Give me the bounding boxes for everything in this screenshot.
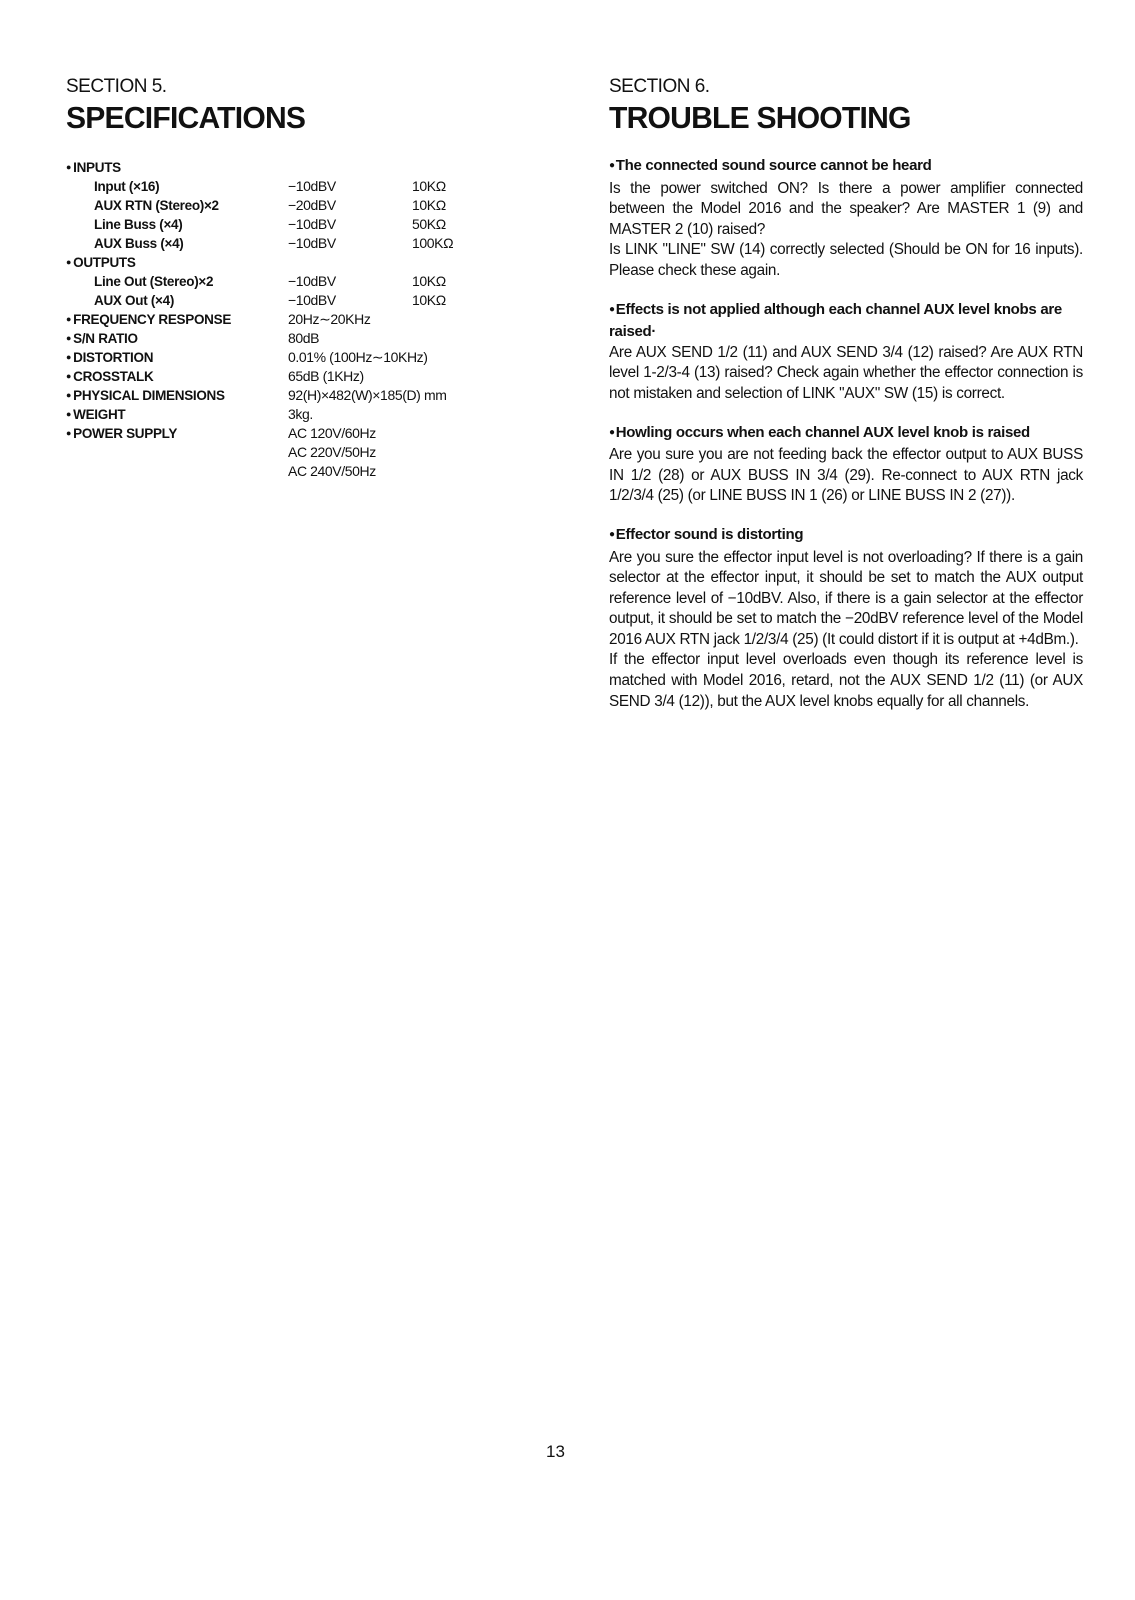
spec-label: Line Out (Stereo)×2	[94, 274, 214, 289]
spec-value: −20dBV	[288, 197, 336, 213]
trouble-heading: ● Howling occurs when each channel AUX level knob is raised	[609, 423, 1083, 446]
trouble-paragraph: Are you sure the effector input level is not overloading? If there is a gain selector at the effector input, it should be set to match the AUX output reference level of −10dBV. Also, if there is a gain selector at the effector output, it should be set to match the −20dBV reference level of the Model 2016 AUX RTN jack 1/2/3/4 (25) (It could distort if it is output at +4dBm.).	[609, 548, 1083, 648]
spec-impedance: 50KΩ	[412, 216, 446, 232]
spec-label: AUX Out (×4)	[94, 293, 175, 308]
spec-row	[66, 348, 546, 367]
spec-value: −10dBV	[288, 216, 336, 232]
spec-label: ● FREQUENCY RESPONSE	[66, 310, 231, 331]
specifications-title: SPECIFICATIONS	[66, 100, 306, 135]
spec-table	[66, 158, 546, 481]
spec-value: AC 220V/50Hz	[288, 444, 376, 460]
spec-value: −10dBV	[288, 178, 336, 194]
spec-row	[66, 386, 546, 405]
trouble-item	[609, 300, 1083, 405]
trouble-heading: ● Effector sound is distorting	[609, 525, 1083, 548]
spec-impedance: 10KΩ	[412, 178, 446, 194]
trouble-item	[609, 156, 1083, 282]
spec-label: Line Buss (×4)	[94, 217, 183, 232]
spec-row	[66, 196, 546, 215]
spec-impedance: 10KΩ	[412, 273, 446, 289]
spec-label: ● OUTPUTS	[66, 253, 136, 274]
spec-label: Input (×16)	[94, 179, 160, 194]
spec-label: ● WEIGHT	[66, 405, 125, 426]
spec-row	[66, 272, 546, 291]
trouble-heading: ● The connected sound source cannot be heard	[609, 156, 1083, 179]
spec-label: ● PHYSICAL DIMENSIONS	[66, 386, 225, 407]
spec-row	[66, 462, 546, 481]
spec-row	[66, 424, 546, 443]
spec-label: ● S/N RATIO	[66, 329, 138, 350]
spec-value: 20Hz∼20KHz	[288, 311, 371, 327]
spec-row	[66, 405, 546, 424]
spec-label: AUX RTN (Stereo)×2	[94, 198, 219, 213]
spec-value: 0.01% (100Hz∼10KHz)	[288, 349, 428, 365]
spec-impedance: 10KΩ	[412, 197, 446, 213]
trouble-paragraph: Are you sure you are not feeding back the effector output to AUX BUSS IN 1/2 (28) or AUX BUSS IN 3/4 (29). Re-connect to AUX RTN jack 1/2/3/4 (25) (or LINE BUSS IN 1 (26) or LINE BUSS IN 2 (27)).	[609, 446, 1083, 505]
spec-row	[66, 253, 546, 272]
trouble-shooting-section	[609, 76, 1083, 712]
spec-label: ● DISTORTION	[66, 348, 153, 369]
trouble-item	[609, 525, 1083, 712]
spec-row	[66, 234, 546, 253]
section-6-label: SECTION 6.	[609, 76, 710, 97]
spec-value: 3kg.	[288, 406, 313, 422]
spec-row	[66, 215, 546, 234]
spec-value: 80dB	[288, 330, 320, 346]
trouble-list	[609, 156, 1083, 712]
spec-value: −10dBV	[288, 273, 336, 289]
spec-label: ● INPUTS	[66, 158, 121, 179]
spec-label: ● POWER SUPPLY	[66, 424, 177, 445]
trouble-paragraph: If the effector input level overloads even though its reference level is matched with Model 2016, retard, not the AUX SEND 1/2 (11) (or AUX SEND 3/4 (12)), but the AUX level knobs equally for all channels.	[609, 651, 1083, 710]
spec-row	[66, 158, 546, 177]
spec-row	[66, 367, 546, 386]
spec-value: −10dBV	[288, 235, 336, 251]
spec-row	[66, 291, 546, 310]
spec-value: AC 120V/60Hz	[288, 425, 376, 441]
spec-row	[66, 329, 546, 348]
spec-impedance: 100KΩ	[412, 235, 454, 251]
trouble-paragraph: Is LINK "LINE" SW (14) correctly selected (Should be ON for 16 inputs). Please check these again.	[609, 241, 1083, 279]
trouble-paragraph: Is the power switched ON? Is there a power amplifier connected between the Model 2016 and the speaker? Are MASTER 1 (9) and MASTER 2 (10) raised?	[609, 179, 1083, 238]
trouble-item	[609, 423, 1083, 507]
spec-value: AC 240V/50Hz	[288, 463, 376, 479]
spec-label: ● CROSSTALK	[66, 367, 153, 388]
trouble-paragraph: Are AUX SEND 1/2 (11) and AUX SEND 3/4 (12) raised? Are AUX RTN level 1-2/3-4 (13) raised? Check again whether the effector connection is not mistaken and selection of LINK "AUX" SW (15) is correct.	[609, 343, 1083, 402]
page-number: 13	[546, 1442, 565, 1461]
spec-impedance: 10KΩ	[412, 292, 446, 308]
spec-value: −10dBV	[288, 292, 336, 308]
trouble-heading: ● Effects is not applied although each channel AUX level knobs are raised·	[609, 300, 1083, 343]
spec-value: 92(H)×482(W)×185(D) mm	[288, 387, 447, 403]
spec-row	[66, 310, 546, 329]
trouble-shooting-title: TROUBLE SHOOTING	[609, 100, 911, 135]
spec-label: AUX Buss (×4)	[94, 236, 184, 251]
specifications-section	[66, 76, 546, 481]
spec-value: 65dB (1KHz)	[288, 368, 364, 384]
spec-row	[66, 177, 546, 196]
section-5-label: SECTION 5.	[66, 76, 167, 97]
spec-row	[66, 443, 546, 462]
